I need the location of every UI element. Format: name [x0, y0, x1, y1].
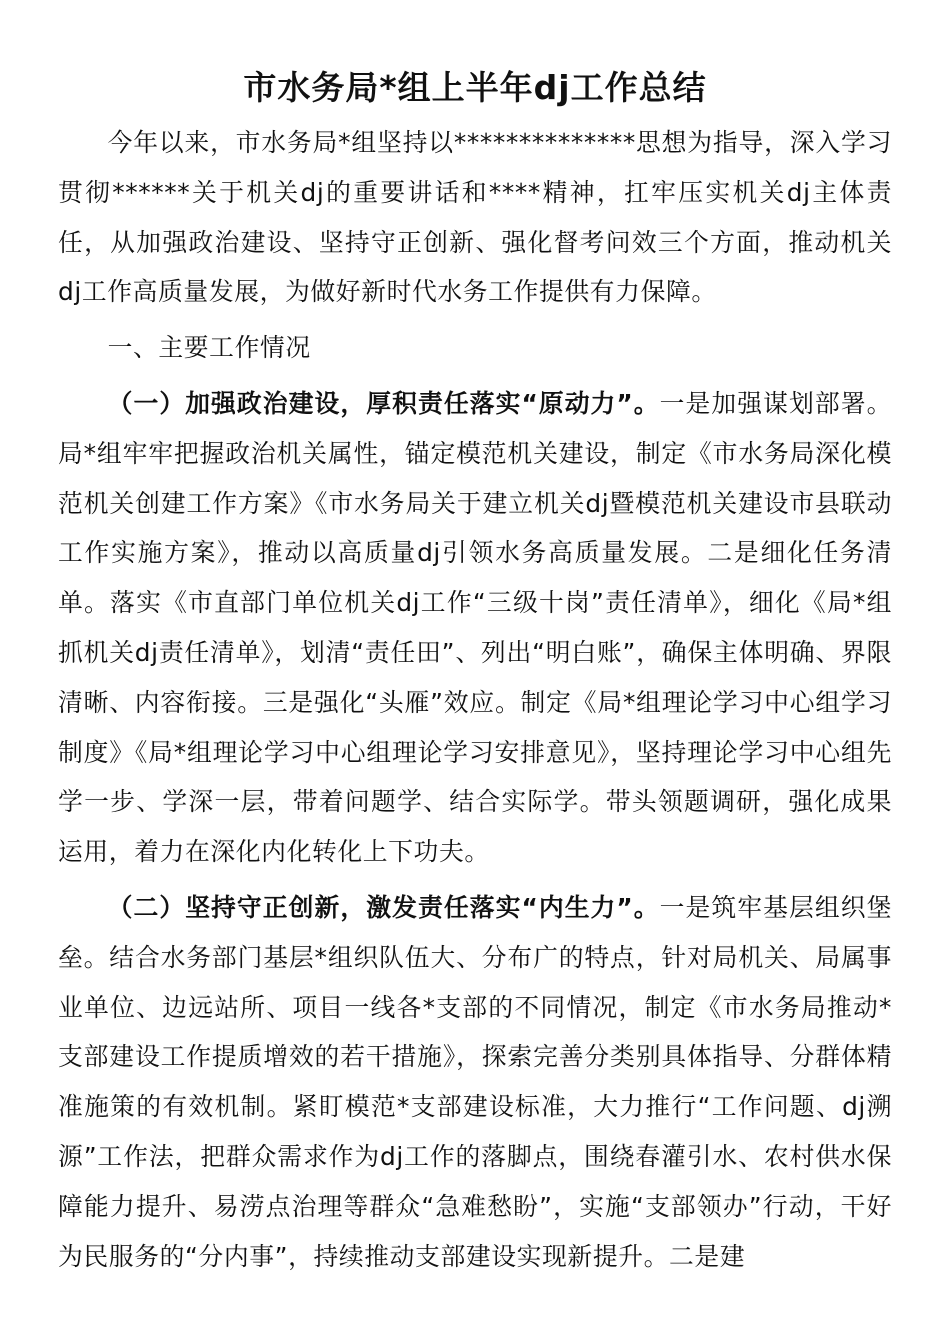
subsection-1-body: 一是加强谋划部署。局*组牢牢把握政治机关属性，锚定模范机关建设，制定《市水务局深化模范机关创建工作方案》《市水务局关于建立机关dj暨模范机关建设市县联动工作实施方案》，推动以高质量dj引领水务高质量发展。二是细化任务清单。落实《市直部门单位机关dj工作“三级十岗”责任清单》，细化《局*组抓机关dj责任清单》，划清“责任田”、列出“明白账”，确保主体明确、界限清晰、内容衔接。三是强化“头雁”效应。制定《局*组理论学习中心组学习制度》《局*组理论学习中心组理论学习安排意见》，坚持理论学习中心组先学一步、学深一层，带着问题学、结合实际学。带头领题调研，强化成果运用，着力在深化内化转化上下功夫。 [58, 388, 893, 867]
section-heading: 一、主要工作情况 [107, 333, 311, 363]
intro-paragraph: 今年以来，市水务局*组坚持以**************思想为指导，深入学习贯彻******关于机关dj的重要讲话和****精神，扛牢压实机关dj主体责任，从加强政治建设、坚持守正创新、强化督考问效三个方面，推动机关dj工作高质量发展，为做好新时代水务工作提供有力保障。 [58, 128, 892, 307]
subsection-2-paragraph [58, 883, 892, 1281]
subsection-2-body: 一是筑牢基层组织堡垒。结合水务部门基层*组织队伍大、分布广的特点，针对局机关、局属事业单位、边远站所、项目一线各*支部的不同情况，制定《市水务局推动*支部建设工作提质增效的若干措施》，探索完善分类别具体指导、分群体精准施策的有效机制。紧盯模范*支部建设标准，大力推行“工作问题、dj溯源”工作法，把群众需求作为dj工作的落脚点，围绕春灌引水、农村供水保障能力提升、易涝点治理等群众“急难愁盼”，实施“支部领办”行动，干好为民服务的“分内事”，持续推动支部建设实现新提升。二是建 [58, 892, 893, 1271]
subsection-1-paragraph [58, 379, 892, 877]
document-page [58, 62, 892, 1281]
subsection-2-heading: （二）坚持守正创新，激发责任落实“内生力”。 [107, 892, 660, 922]
document-title: 市水务局*组上半年dj工作总结 [243, 68, 707, 107]
subsection-1-heading: （一）加强政治建设，厚积责任落实“原动力”。 [107, 388, 660, 418]
